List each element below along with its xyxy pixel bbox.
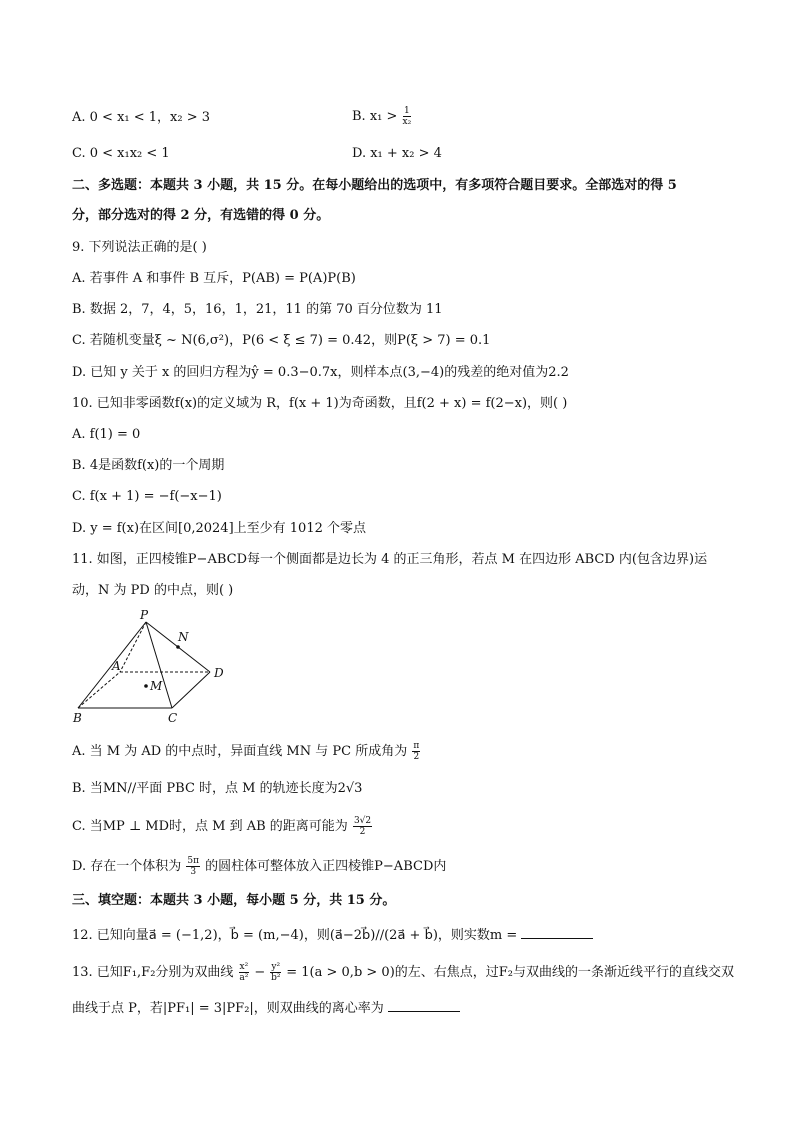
q12-answer-blank (521, 926, 593, 939)
q11-option-c (72, 816, 373, 837)
label-n: N (178, 630, 189, 644)
q12-text: 12. 已知向量a⃗ = (−1,2)，b⃗ = (m,−4)，则(a⃗−2b⃗)//(2a⃗ + b⃗)，则实数m = (72, 928, 518, 943)
q11-option-a-numerator: π (413, 741, 420, 751)
q8-option-b-numerator: 1 (404, 106, 410, 116)
q11-option-c-fraction (353, 816, 372, 837)
point-m (144, 684, 148, 688)
q11-option-d-fraction (186, 856, 200, 877)
point-n (176, 645, 180, 649)
q11-option-b: B. 当MN//平面 PBC 时，点 M 的轨迹长度为2√3 (72, 781, 363, 796)
q13-fraction-x-numerator: x² (239, 962, 249, 972)
q13-fraction-y-denominator: b² (271, 973, 281, 983)
q11-option-c-numerator: 3√2 (353, 816, 372, 826)
q13-fraction-y (270, 962, 281, 983)
q13-line2-text: 曲线于点 P，若|PF₁| = 3|PF₂|，则双曲线的离心率为 (72, 1001, 384, 1016)
q8-option-a: A. 0 < x₁ < 1，x₂ > 3 (72, 110, 211, 125)
q10-option-c: C. f(x + 1) = −f(−x−1) (72, 489, 222, 504)
label-a: A (112, 659, 121, 673)
q11-stem-line2: 动，N 为 PD 的中点，则( ) (72, 583, 234, 598)
q11-option-d-numerator: 5π (187, 856, 200, 866)
label-m: M (150, 679, 163, 693)
pyramid-figure (70, 610, 240, 734)
q13-answer-blank (388, 999, 460, 1012)
q11-option-c-denominator: 2 (359, 827, 366, 837)
q9-option-a: A. 若事件 A 和事件 B 互斥，P(AB) = P(A)P(B) (72, 271, 356, 286)
q11-option-d-text: D. 存在一个体积为 (72, 859, 182, 874)
label-d: D (214, 666, 224, 680)
q13-fraction-x (239, 962, 250, 983)
q11-option-d-suffix: 的圆柱体可整体放入正四棱锥P−ABCD内 (205, 859, 447, 874)
edge-ab (78, 672, 120, 708)
q11-option-a-fraction (412, 741, 420, 762)
label-p: P (140, 610, 149, 622)
q11-option-a-text: A. 当 M 为 AD 的中点时，异面直线 MN 与 PC 所成角为 (72, 744, 408, 759)
q13-minus: − (254, 965, 266, 980)
q8-option-c: C. 0 < x₁x₂ < 1 (72, 146, 170, 161)
q11-option-c-text: C. 当MP ⊥ MD时，点 M 到 AB 的距离可能为 (72, 819, 348, 834)
q11-stem-line1: 11. 如图，正四棱锥P−ABCD每一个侧面都是边长为 4 的正三角形，若点 M 在四边形 ABCD 内(包含边界)运 (72, 552, 708, 567)
q13-fraction-x-denominator: a² (239, 973, 249, 983)
edge-pc (146, 622, 172, 708)
q8-option-d: D. x₁ + x₂ > 4 (352, 146, 442, 161)
q13-prefix: 13. 已知F₁,F₂分别为双曲线 (72, 965, 234, 980)
q13-fraction-y-numerator: y² (271, 962, 281, 972)
q9-option-c: C. 若随机变量ξ ~ N(6,σ²)，P(6 < ξ ≤ 7) = 0.42，则P(ξ > 7) = 0.1 (72, 333, 491, 348)
label-c: C (168, 711, 178, 725)
q11-option-d (72, 856, 446, 877)
q8-option-b-denominator: x₂ (402, 117, 412, 127)
q9-option-b: B. 数据 2，7，4，5，16，1，21，11 的第 70 百分位数为 11 (72, 302, 443, 317)
edge-cd (172, 672, 210, 708)
q10-stem: 10. 已知非零函数f(x)的定义域为 R，f(x + 1)为奇函数，且f(2 + x) = f(2−x)，则( ) (72, 396, 568, 411)
q8-option-b (352, 106, 412, 127)
section3-instructions: 三、填空题：本题共 3 小题，每小题 5 分，共 15 分。 (72, 893, 396, 908)
q10-option-a: A. f(1) = 0 (72, 427, 141, 442)
q11-option-a (72, 741, 421, 762)
section2-instructions-line2: 分，部分选对的得 2 分，有选错的得 0 分。 (72, 208, 330, 223)
label-b: B (73, 711, 82, 725)
q12 (72, 926, 593, 945)
edge-pa (120, 622, 146, 672)
q10-option-d: D. y = f(x)在区间[0,2024]上至少有 1012 个零点 (72, 521, 366, 536)
q8-option-b-fraction (403, 106, 412, 127)
q10-option-b: B. 4是函数f(x)的一个周期 (72, 458, 225, 473)
q9-option-d: D. 已知 y 关于 x 的回归方程为ŷ = 0.3−0.7x，则样本点(3,−4)的残差的绝对值为2.2 (72, 365, 569, 380)
q11-option-d-denominator: 3 (190, 867, 197, 877)
q13-line2 (72, 999, 460, 1018)
q13-suffix: = 1(a > 0,b > 0)的左、右焦点，过F₂与双曲线的一条渐近线平行的直线交双 (286, 965, 734, 980)
q11-option-a-denominator: 2 (413, 752, 420, 762)
section2-instructions-line1: 二、多选题：本题共 3 小题，共 15 分。在每小题给出的选项中，有多项符合题目要求。全部选对的得 5 (72, 178, 677, 193)
pyramid-svg (70, 610, 240, 730)
q13-line1 (72, 962, 734, 983)
q8-option-b-prefix: B. x₁ > (352, 109, 398, 124)
q9-stem: 9. 下列说法正确的是( ) (72, 240, 207, 255)
